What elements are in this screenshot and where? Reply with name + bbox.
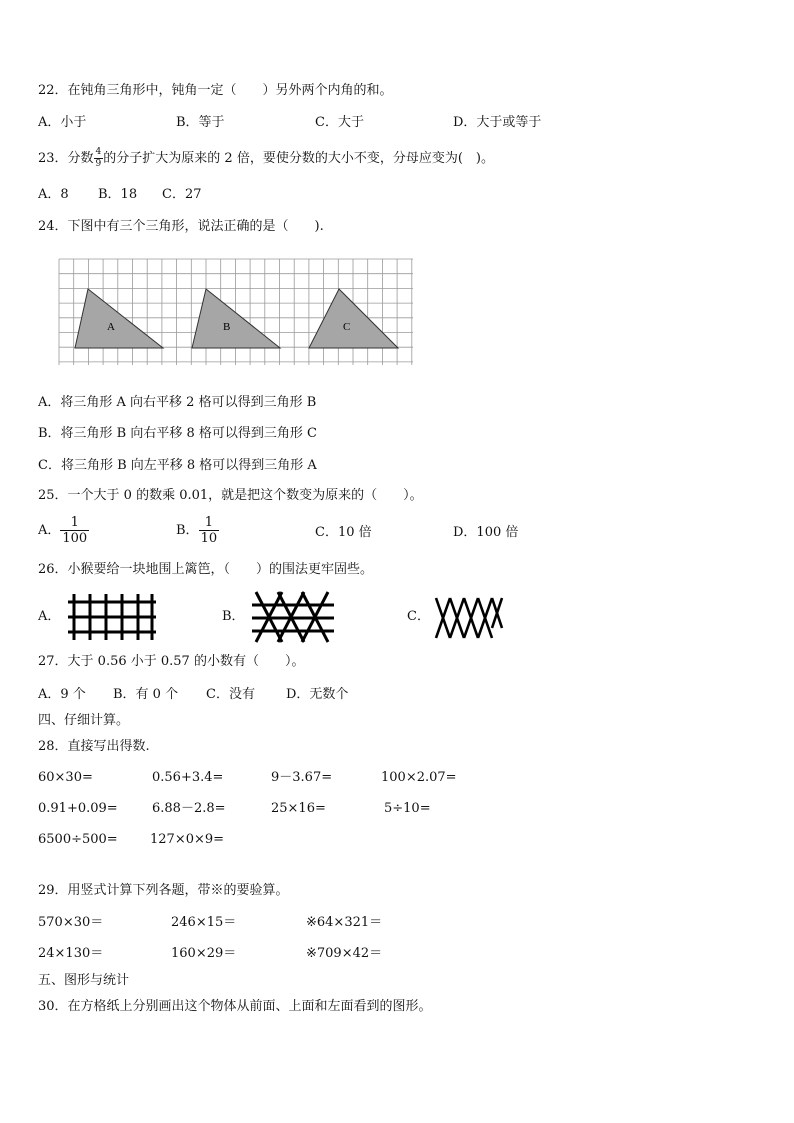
q23-stem	[38, 148, 494, 169]
q23-option-c: C．27	[162, 187, 202, 202]
q23-stem-before: 23．分数	[38, 151, 94, 166]
q29-item: ※709×42＝	[306, 946, 383, 961]
q25-option-b	[176, 516, 219, 545]
q27-option-c: C．没有	[206, 687, 255, 702]
q28-item: 0.56+3.4=	[152, 770, 224, 785]
triangle-c-label: C	[343, 321, 351, 333]
q27-option-d: D．无数个	[286, 687, 349, 702]
q28-item: 25×16=	[271, 801, 326, 816]
q22-stem: 22．在钝角三角形中，钝角一定（ ）另外两个内角的和。	[38, 83, 393, 98]
q28-item: 60×30=	[38, 770, 93, 785]
q23-fraction-den: 9	[95, 159, 102, 169]
q25-option-b-den: 10	[200, 531, 218, 546]
q28-item: 127×0×9=	[150, 832, 225, 847]
q23-stem-after: 的分子扩大为原来的 2 倍，要使分数的大小不变，分母应变为( )。	[103, 151, 494, 166]
q24-grid-figure	[59, 259, 413, 365]
q22-option-c: C．大于	[315, 115, 364, 130]
q22-option-d: D．大于或等于	[453, 115, 542, 130]
q28-stem: 28．直接写出得数.	[38, 739, 150, 754]
q25-option-c: C．10 倍	[315, 525, 372, 540]
q23-fraction-num: 4	[95, 147, 102, 157]
q26-option-b-label: B．	[222, 609, 245, 624]
triangle-b	[192, 289, 280, 348]
q25-option-d: D．100 倍	[453, 525, 519, 540]
q28-item: 5÷10=	[384, 801, 431, 816]
q28-item: 100×2.07=	[381, 770, 457, 785]
q25-option-a-fraction	[60, 516, 89, 545]
triangle-c	[309, 289, 398, 348]
q24-option-c: C．将三角形 B 向左平移 8 格可以得到三角形 A	[38, 458, 317, 473]
q29-item: 160×29＝	[171, 946, 237, 961]
q25-option-a	[38, 516, 89, 545]
q29-item: 570×30＝	[38, 915, 104, 930]
section-4-heading: 四、仔细计算。	[38, 713, 130, 728]
triangle-a	[75, 289, 163, 348]
q29-item: ※64×321＝	[306, 915, 383, 930]
q24-option-a: A．将三角形 A 向右平移 2 格可以得到三角形 B	[38, 395, 317, 410]
q23-fraction	[94, 148, 104, 169]
q25-option-b-num: 1	[199, 516, 220, 531]
q23-option-a: A．8	[38, 187, 69, 202]
q28-item: 9－3.67=	[271, 770, 333, 785]
q26-option-c-label: C．	[407, 609, 430, 624]
q29-item: 24×130＝	[38, 946, 104, 961]
q30-stem: 30．在方格纸上分别画出这个物体从前面、上面和左面看到的图形。	[38, 999, 432, 1014]
section-5-heading: 五、图形与统计	[38, 973, 130, 988]
q22-option-a: A．小于	[38, 115, 87, 130]
q26-option-a-label: A．	[38, 609, 61, 624]
triangle-a-label: A	[107, 321, 115, 333]
q27-option-a: A．9 个	[38, 687, 86, 702]
fence-square-grid-icon	[68, 594, 156, 640]
q29-stem: 29．用竖式计算下列各题，带※的要验算。	[38, 883, 289, 898]
triangle-b-label: B	[223, 321, 231, 333]
q28-item: 6.88－2.8=	[152, 801, 226, 816]
q25-option-b-prefix: B．	[176, 522, 199, 538]
fence-zigzag-icon	[436, 596, 504, 640]
q25-option-a-prefix: A．	[38, 522, 61, 538]
q22-option-b: B．等于	[176, 115, 225, 130]
q25-stem: 25．一个大于 0 的数乘 0.01，就是把这个数变为原来的（ ）。	[38, 488, 423, 503]
q24-option-b: B．将三角形 B 向右平移 8 格可以得到三角形 C	[38, 426, 317, 441]
q25-option-b-fraction	[199, 516, 220, 545]
q28-item: 0.91+0.09=	[38, 801, 118, 816]
q28-item: 6500÷500=	[38, 832, 118, 847]
q25-option-a-den: 100	[62, 531, 88, 546]
q26-stem: 26．小猴要给一块地围上篱笆，（ ）的围法更牢固些。	[38, 562, 374, 577]
q27-option-b: B．有 0 个	[113, 687, 179, 702]
q25-option-a-num: 1	[60, 516, 89, 531]
q24-stem: 24．下图中有三个三角形，说法正确的是（ ).	[38, 219, 324, 234]
q27-stem: 27．大于 0.56 小于 0.57 的小数有（ ）。	[38, 654, 305, 669]
q23-option-b: B．18	[98, 187, 138, 202]
fence-diagonal-rails-icon	[252, 592, 334, 642]
q29-item: 246×15＝	[171, 915, 237, 930]
